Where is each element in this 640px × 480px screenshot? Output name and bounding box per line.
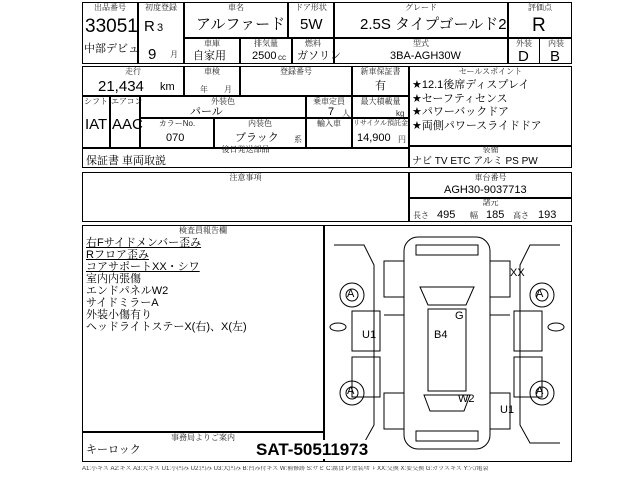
venue: 中部デビュ bbox=[84, 43, 139, 55]
displacement-label: 排気量 bbox=[254, 39, 278, 48]
mileage-label: 走行 bbox=[125, 67, 141, 76]
grade-label: グレード bbox=[405, 3, 437, 12]
score-label: 評価点 bbox=[528, 3, 552, 12]
ac: AAC bbox=[112, 116, 143, 133]
first-reg-label: 初度登録 bbox=[145, 3, 177, 12]
color-no: 070 bbox=[166, 132, 185, 144]
mileage-unit: km bbox=[160, 81, 175, 93]
fuel-label: 燃料 bbox=[305, 39, 321, 48]
door-label: ドア形状 bbox=[295, 3, 327, 12]
fuel: ガソリン bbox=[297, 50, 341, 62]
reg-no-label: 登録番号 bbox=[280, 67, 312, 76]
equipment: ナビ TV ETC アルミ PS PW bbox=[412, 156, 538, 167]
first-reg-month: 9 bbox=[148, 46, 157, 63]
color: パール bbox=[190, 106, 223, 118]
sales-point: ★両側パワースライドドア bbox=[412, 120, 542, 132]
exhibit-no: 33051 bbox=[85, 16, 138, 37]
usage: 自家用 bbox=[193, 50, 226, 62]
capacity: 7 bbox=[328, 106, 335, 118]
mileage: 21,434 bbox=[98, 78, 144, 95]
height-label: 高さ bbox=[513, 211, 529, 220]
inspection-item: 右Fサイドメンバー歪み bbox=[86, 237, 202, 249]
era: R bbox=[144, 18, 155, 35]
sales-point: ★パワーバックドア bbox=[412, 106, 509, 118]
exterior-label: 外装 bbox=[516, 39, 532, 48]
inspection-item: エンドパネルW2 bbox=[86, 285, 169, 297]
door: 5W bbox=[300, 16, 323, 33]
displacement: 2500 bbox=[252, 50, 277, 62]
inspection-item: Rフロア歪み bbox=[86, 249, 149, 261]
mark-u1: U1 bbox=[500, 404, 515, 416]
mark-a: A bbox=[347, 385, 355, 397]
interior-color-label: 内装色 bbox=[248, 119, 272, 128]
sales-label: セールスポイント bbox=[458, 67, 523, 76]
inspection-year-unit: 年 bbox=[200, 85, 208, 94]
color-label: 外装色 bbox=[211, 97, 235, 106]
notes-label: 注意事項 bbox=[229, 173, 262, 182]
exhibit-no-label: 出品番号 bbox=[94, 3, 126, 12]
inspection-item: 外装小傷有り bbox=[86, 309, 152, 321]
spec-label: 諸元 bbox=[482, 198, 499, 207]
office-label: 事務局よりご案内 bbox=[171, 433, 235, 442]
ac-label: エアコン bbox=[111, 97, 143, 106]
recycle: 14,900 bbox=[357, 132, 391, 144]
recycle-label: リサイクル預託金 bbox=[353, 120, 409, 127]
mark-a: A bbox=[536, 288, 544, 300]
shift: IAT bbox=[85, 116, 108, 133]
import-label: 輸入車 bbox=[317, 119, 341, 128]
office-note: キーロック bbox=[86, 444, 141, 456]
mark-u1: U1 bbox=[362, 329, 377, 341]
load-label: 最大積載量 bbox=[360, 97, 401, 106]
car-outline bbox=[324, 225, 572, 462]
color-no-label: カラーNo. bbox=[158, 119, 196, 128]
first-reg-year: 3 bbox=[157, 22, 164, 34]
parts-label: 後日発送部品 bbox=[221, 145, 270, 154]
interior-score: B bbox=[550, 48, 561, 65]
inspection-label: 車検 bbox=[204, 67, 220, 76]
length: 495 bbox=[437, 209, 456, 221]
load-unit: kg bbox=[396, 109, 405, 118]
sales-point: ★セーフティセンス bbox=[412, 93, 508, 105]
inspection-item: 室内内張傷 bbox=[86, 273, 141, 285]
mark-xx: XX bbox=[510, 267, 525, 279]
width: 185 bbox=[486, 209, 505, 221]
chassis-label: 車台番号 bbox=[474, 173, 507, 182]
shift-label: シフト bbox=[84, 97, 108, 106]
sales-point: ★12.1後席ディスプレイ bbox=[412, 79, 530, 91]
watermark: SAT-50511973 bbox=[252, 440, 372, 459]
interior-color: ブラック bbox=[235, 132, 279, 144]
displacement-unit: cc bbox=[278, 53, 286, 62]
car-name: アルファード bbox=[196, 16, 286, 33]
score: R bbox=[532, 15, 546, 36]
inspection-item: ヘッドライトステーX(右)、X(左) bbox=[86, 321, 247, 333]
model: 3BA-AGH30W bbox=[390, 50, 461, 62]
capacity-unit: 人 bbox=[342, 109, 350, 118]
grade: 2.5S タイプゴールド2 bbox=[360, 16, 507, 33]
legend: A1:小キズ A2:キズ A3:大キズ U1:小凹み U2:凹み U3:大凹み B:凹み付キズ W:補修跡 S:サビ C:腐食 P:塗装ﾊｶﾞﾚ XX:交換 X:要交換 G:ガラスキズ Y:穴/亀裂 bbox=[82, 466, 489, 472]
inspection-item: コアサポートXX・シワ bbox=[86, 261, 200, 273]
width-label: 幅 bbox=[470, 211, 478, 220]
new-car-label: 新車保証書 bbox=[360, 67, 401, 76]
mark-a: A bbox=[347, 288, 355, 300]
inspection-month-unit: 月 bbox=[224, 85, 232, 94]
mark-w2: W2 bbox=[458, 393, 475, 405]
inspection-report-label: 検査員報告欄 bbox=[179, 226, 227, 235]
inspection-item: サイドミラーA bbox=[86, 297, 159, 309]
model-label: 型式 bbox=[413, 39, 429, 48]
car-name-label: 車名 bbox=[228, 3, 244, 12]
new-car-value: 有 bbox=[375, 80, 386, 92]
parts: 保証書 車両取説 bbox=[86, 155, 167, 167]
mark-g: G bbox=[455, 310, 464, 322]
chassis: AGH30-9037713 bbox=[444, 184, 527, 196]
mark-a: A bbox=[536, 385, 544, 397]
length-label: 長さ bbox=[413, 211, 429, 220]
first-reg-month-unit: 月 bbox=[170, 50, 178, 59]
equip-label: 装備 bbox=[482, 145, 499, 154]
exterior-score: D bbox=[518, 48, 529, 65]
recycle-unit: 円 bbox=[398, 135, 406, 144]
height: 193 bbox=[538, 209, 557, 221]
interior-color-suffix: 系 bbox=[294, 135, 302, 144]
mark-b4: B4 bbox=[434, 329, 448, 341]
interior-label: 内装 bbox=[548, 39, 564, 48]
capacity-label: 乗車定員 bbox=[313, 97, 345, 106]
body-label: 車庫 bbox=[204, 39, 220, 48]
